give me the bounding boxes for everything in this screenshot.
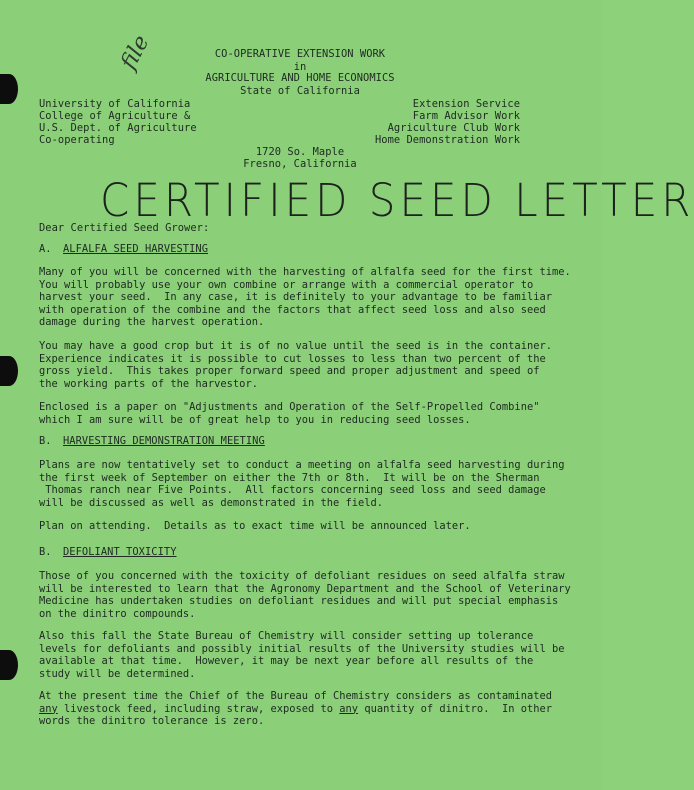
section-b2-label: B. bbox=[39, 546, 52, 558]
section-a-heading: ALFALFA SEED HARVESTING bbox=[63, 243, 209, 255]
paragraph-line: Those of you concerned with the toxicity of defoliant residues on seed alfalfa straw bbox=[39, 570, 565, 582]
paragraph-line: the first week of September on either the 7th or 8th. It will be on the Sherman bbox=[39, 471, 540, 484]
paragraph bbox=[39, 520, 559, 533]
punch-hole bbox=[0, 356, 18, 386]
punch-hole bbox=[0, 650, 18, 680]
address-line-1: 1720 So. Maple bbox=[255, 146, 345, 158]
section-b-label: B. bbox=[39, 435, 52, 447]
emphasis-any: any bbox=[39, 702, 58, 715]
paragraph-line: Enclosed is a paper on "Adjustments and Operation of the Self-Propelled Combine" bbox=[39, 401, 540, 413]
paragraph bbox=[39, 266, 571, 329]
header-line-2: in bbox=[293, 61, 307, 73]
paragraph-line: study will be determined. bbox=[39, 667, 196, 680]
paragraph-line: You will probably use your own combine or arrange with a commercial operator to bbox=[39, 278, 534, 291]
paragraph-text: livestock feed, including straw, exposed to bbox=[57, 702, 340, 715]
right-block-line-1: Extension Service bbox=[412, 98, 520, 110]
paragraph-line: harvest your seed. In any case, it is definitely to your advantage to be familiar bbox=[39, 291, 552, 304]
paragraph-line: will be interested to learn that the Agronomy Department and the School of Veterinary bbox=[39, 582, 571, 595]
header-line-3: AGRICULTURE AND HOME ECONOMICS bbox=[205, 72, 395, 84]
section-b2-heading: DEFOLIANT TOXICITY bbox=[63, 546, 177, 558]
paragraph-line: damage during the harvest operation. bbox=[39, 316, 265, 329]
paragraph-line: the working parts of the harvestor. bbox=[39, 377, 258, 390]
emphasis-any: any bbox=[339, 702, 359, 715]
handwritten-note: file bbox=[116, 31, 155, 74]
paragraph-line bbox=[39, 703, 559, 716]
paragraph-line: words the dinitro tolerance is zero. bbox=[39, 715, 265, 728]
right-block-line-4: Home Demonstration Work bbox=[374, 134, 520, 146]
section-b-heading: HARVESTING DEMONSTRATION MEETING bbox=[63, 435, 265, 447]
paragraph bbox=[39, 340, 559, 390]
left-block-line-2: College of Agriculture & bbox=[39, 110, 191, 122]
paragraph-line: which I am sure will be of great help to you in reducing seed losses. bbox=[39, 413, 471, 426]
paragraph-line: gross yield. This takes proper forward speed and proper adjustment and speed of bbox=[39, 365, 540, 378]
header-line-1: CO-OPERATIVE EXTENSION WORK bbox=[214, 48, 386, 60]
address-line-2: Fresno, California bbox=[243, 158, 357, 170]
header-line-4: State of California bbox=[240, 85, 360, 97]
left-block-line-4: Co-operating bbox=[39, 134, 115, 146]
right-block-line-3: Agriculture Club Work bbox=[387, 122, 520, 134]
left-block-line-1: University of California bbox=[39, 98, 191, 110]
paragraph bbox=[39, 401, 559, 426]
paragraph-line: Thomas ranch near Five Points. All factors concerning seed loss and seed damage bbox=[39, 484, 546, 497]
paragraph bbox=[39, 570, 571, 620]
final-paragraph bbox=[39, 690, 559, 728]
salutation: Dear Certified Seed Grower: bbox=[39, 222, 210, 234]
paragraph-line: with operation of the combine and the factors that affect seed loss and also seed bbox=[39, 303, 546, 316]
left-block-line-3: U.S. Dept. of Agriculture bbox=[39, 122, 197, 134]
paragraph-text: quantity of dinitro. In other bbox=[358, 702, 553, 715]
paragraph-line: levels for defoliants and possibly initial results of the University studies will be bbox=[39, 642, 565, 655]
paragraph-line: Plan on attending. Details as to exact time will be announced later. bbox=[39, 520, 471, 532]
paragraph-line: Many of you will be concerned with the harvesting of alfalfa seed for the first time. bbox=[39, 266, 571, 278]
paragraph-line: available at that time. However, it may be next year before all results of the bbox=[39, 655, 534, 668]
paragraph-line: on the dinitro compounds. bbox=[39, 607, 196, 620]
paragraph-line: Also this fall the State Bureau of Chemistry will consider setting up tolerance bbox=[39, 630, 534, 642]
punch-hole bbox=[0, 74, 18, 104]
paragraph-line: Plans are now tentatively set to conduct a meeting on alfalfa seed harvesting during bbox=[39, 459, 565, 471]
paragraph bbox=[39, 630, 565, 680]
paragraph-line: will be discussed as well as demonstrated in the field. bbox=[39, 496, 384, 509]
right-block-line-2: Farm Advisor Work bbox=[412, 110, 520, 122]
paragraph-line: You may have a good crop but it is of no value until the seed is in the container. bbox=[39, 340, 552, 352]
paragraph-line: Experience indicates it is possible to cut losses to less than two percent of the bbox=[39, 352, 546, 365]
paragraph-line: At the present time the Chief of the Bureau of Chemistry considers as contaminated bbox=[39, 690, 552, 702]
paragraph bbox=[39, 459, 565, 509]
section-a-label: A. bbox=[39, 243, 52, 255]
page-title: CERTIFIED SEED LETTER bbox=[100, 174, 694, 227]
paragraph-line: Medicine has undertaken studies on defoliant residues and will put special emphasis bbox=[39, 595, 559, 608]
